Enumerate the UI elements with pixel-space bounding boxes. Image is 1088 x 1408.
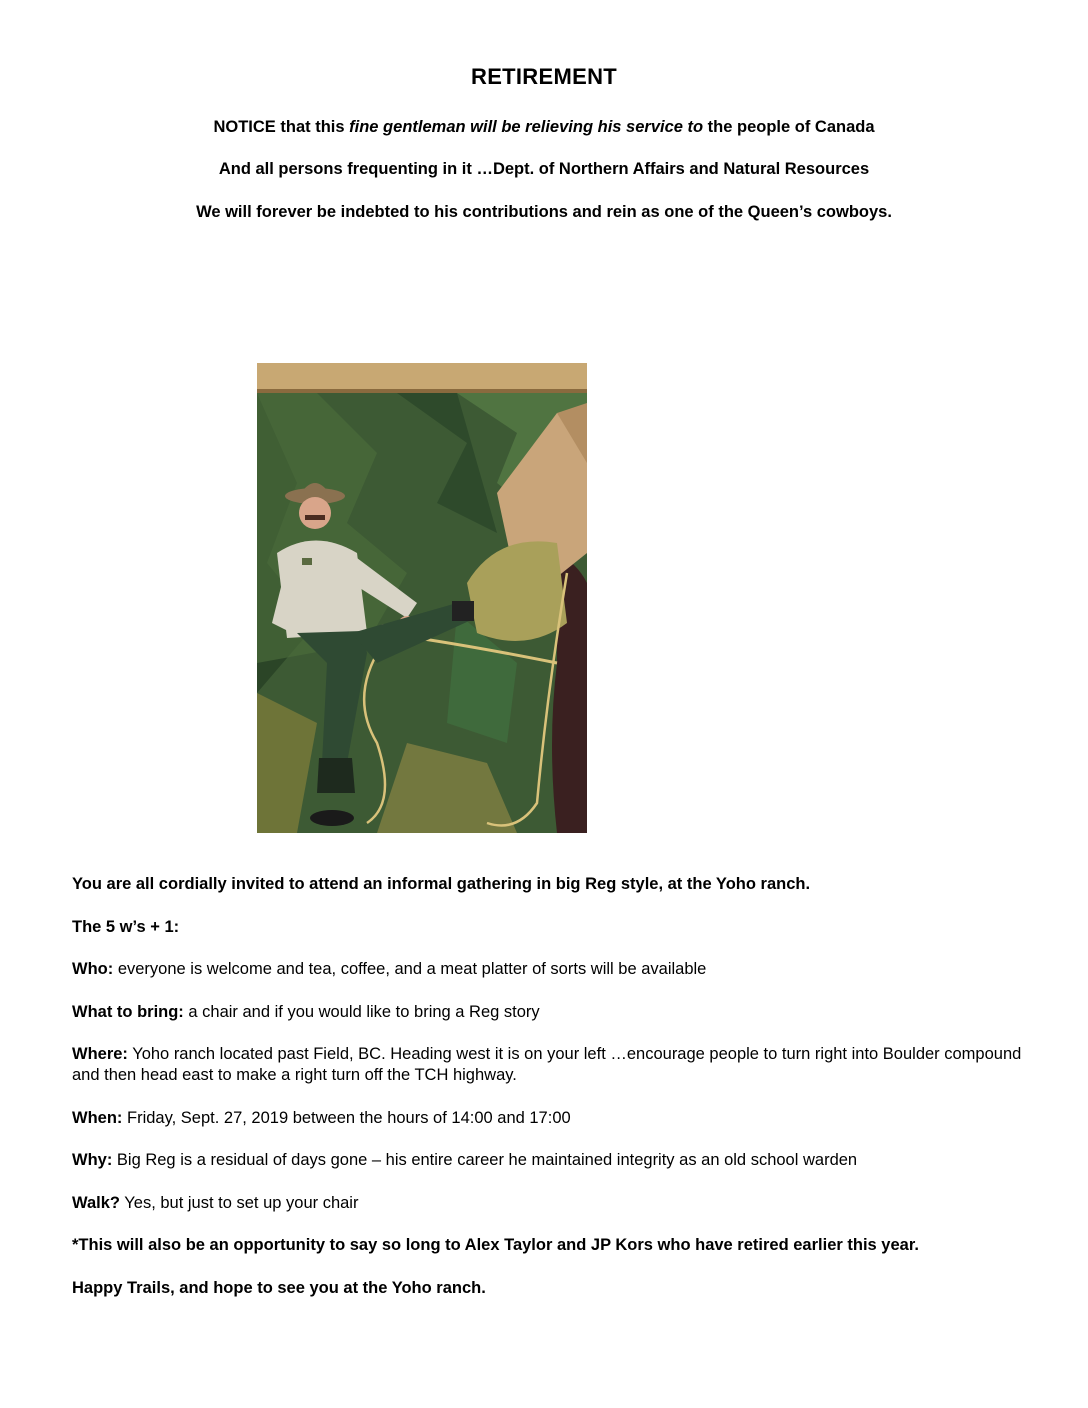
who-label: Who: [72, 960, 114, 978]
walk-line [72, 1193, 1032, 1214]
who-text: everyone is welcome and tea, coffee, and a meat platter of sorts will be available [113, 960, 707, 978]
notice-line-1-a: NOTICE that this [213, 118, 350, 136]
notice-line-2: And all persons frequenting in it …Dept. of Northern Affairs and Natural Resources [218, 160, 870, 178]
who-line [72, 959, 1032, 980]
bring-line [72, 1002, 1032, 1023]
when-label: When: [72, 1108, 123, 1127]
invite-intro: You are all cordially invited to attend an informal gathering in big Reg style, at the Yoho ranch. [72, 875, 811, 893]
page-title: RETIREMENT [471, 64, 617, 89]
five-ws-heading: The 5 w’s + 1: [72, 917, 180, 936]
bring-label: What to bring: [72, 1002, 184, 1021]
also-note: *This will also be an opportunity to say so long to Alex Taylor and JP Kors who have retired earlier this year. [72, 1236, 919, 1254]
where-line [72, 1044, 1032, 1086]
why-label: Why: [72, 1151, 113, 1169]
invitation-body [72, 874, 1032, 1320]
closing-line: Happy Trails, and hope to see you at the Yoho ranch. [72, 1278, 486, 1297]
when-line [72, 1108, 1032, 1129]
where-label: Where: [72, 1045, 128, 1063]
notice-line-1 [0, 118, 1088, 137]
why-text: Big Reg is a residual of days gone – his entire career he maintained integrity as an old school warden [112, 1151, 858, 1169]
notice-line-3: We will forever be indebted to his contributions and rein as one of the Queen’s cowboys. [196, 203, 892, 221]
bring-text: a chair and if you would like to bring a Reg story [183, 1002, 540, 1021]
walk-label: Walk? [72, 1193, 120, 1212]
notice-line-1-c: the people of Canada [703, 118, 875, 136]
why-line [72, 1150, 1032, 1171]
photo-ranger-with-horse-icon [257, 363, 587, 833]
when-text: Friday, Sept. 27, 2019 between the hours of 14:00 and 17:00 [122, 1108, 571, 1127]
walk-text: Yes, but just to set up your chair [119, 1193, 359, 1212]
where-text: Yoho ranch located past Field, BC. Heading west it is on your left …encourage people to turn right into Boulder compound and then head east to make a right turn off the TCH highway. [72, 1045, 1022, 1084]
notice-line-1-italic: fine gentleman will be relieving his service to [349, 118, 704, 136]
retiree-photo [257, 363, 587, 833]
